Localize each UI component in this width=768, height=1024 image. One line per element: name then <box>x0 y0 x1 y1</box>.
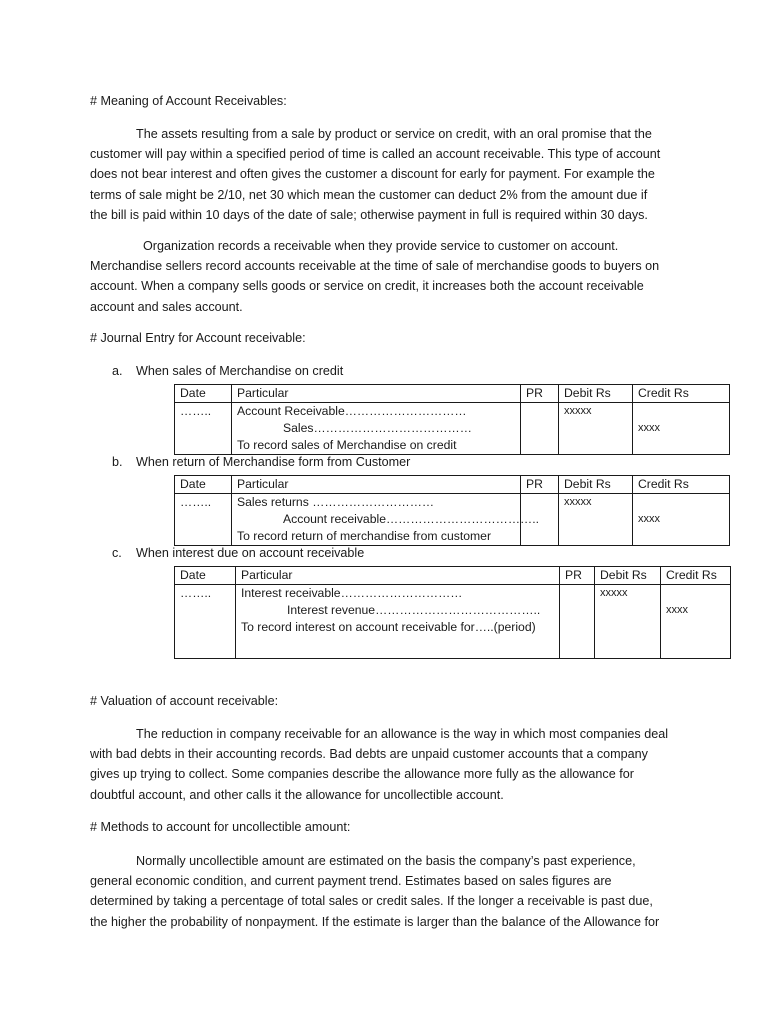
header-debit: Debit Rs <box>595 567 661 585</box>
header-date: Date <box>175 385 232 403</box>
header-date: Date <box>175 567 236 585</box>
credit-line: Interest revenue………………………………….. <box>287 603 541 617</box>
debit-line: Interest receivable………………………… <box>241 586 463 600</box>
debit-amount: xxxxx <box>564 405 592 417</box>
table-row <box>175 585 731 659</box>
paragraph-methods: Normally uncollectible amount are estimated on the basis the company’s past experience, general economic condition, and current payment trend. Estimates based on sales figures are determined by taking a percentage of total sales or credit sales. If the longer a receivable is past due, the higher the probability of nonpayment. If the estimate is larger than the balance of the Allowance for <box>90 854 660 929</box>
item-title: When interest due on account receivable <box>136 546 365 560</box>
debit-amount: xxxxx <box>600 587 628 599</box>
paragraph-meaning-1: The assets resulting from a sale by product or service on credit, with an oral promise that the customer will pay within a specified period of time is called an account receivable. This type of account does not bear interest and often gives the customer a discount for early for payment. For example the terms of sale might be 2/10, net 30 which mean the customer can deduct 2% from the amount due if the bill is paid within 10 days of the date of sale; otherwise payment in full is required within 30 days. <box>90 127 661 222</box>
journal-table-a <box>174 384 730 455</box>
journal-table-c <box>174 566 731 659</box>
credit-line: Account receivable……………………………….. <box>283 512 539 526</box>
narration: To record sales of Merchandise on credit <box>237 438 457 452</box>
item-marker: a. <box>112 364 123 378</box>
header-date: Date <box>175 476 232 494</box>
table-row <box>175 494 730 546</box>
entry-date: …….. <box>180 404 212 418</box>
table-header-row <box>175 567 731 585</box>
header-particular: Particular <box>232 476 521 494</box>
pr-cell <box>521 403 559 455</box>
item-marker: b. <box>112 455 123 469</box>
item-marker: c. <box>112 546 122 560</box>
item-title: When sales of Merchandise on credit <box>136 364 344 378</box>
table-header-row <box>175 385 730 403</box>
heading-journal: # Journal Entry for Account receivable: <box>90 331 306 345</box>
header-credit: Credit Rs <box>633 385 730 403</box>
narration: To record interest on account receivable for…..(period) <box>241 620 536 634</box>
header-pr: PR <box>521 476 559 494</box>
item-title: When return of Merchandise form from Customer <box>136 455 411 469</box>
credit-line: Sales………………………………… <box>283 421 472 435</box>
debit-amount: xxxxx <box>564 496 592 508</box>
credit-amount: xxxx <box>666 604 688 616</box>
header-credit: Credit Rs <box>633 476 730 494</box>
journal-item-a <box>112 364 343 378</box>
heading-methods: # Methods to account for uncollectible amount: <box>90 820 351 834</box>
credit-amount: xxxx <box>638 513 660 525</box>
journal-item-c <box>112 546 364 560</box>
entry-date: …….. <box>180 586 212 600</box>
header-debit: Debit Rs <box>559 385 633 403</box>
header-particular: Particular <box>236 567 560 585</box>
paragraph-valuation: The reduction in company receivable for an allowance is the way in which most companies deal with bad debts in their accounting records. Bad debts are unpaid customer accounts that a company gives up trying to collect. Some companies describe the allowance more fully as the allowance for doubtful account, and other calls it the allowance for uncollectible account. <box>90 727 669 802</box>
heading-valuation: # Valuation of account receivable: <box>90 694 279 708</box>
paragraph-meaning-2: Organization records a receivable when they provide service to customer on account. Merchandise sellers record accounts receivable at the time of sale of merchandise goods to buyers on account. When a company sells goods or service on credit, it increases both the account receivable account and sales account. <box>90 239 660 314</box>
table-row <box>175 403 730 455</box>
header-pr: PR <box>521 385 559 403</box>
pr-cell <box>560 585 595 659</box>
header-particular: Particular <box>232 385 521 403</box>
journal-item-b <box>112 455 410 469</box>
debit-line: Account Receivable………………………… <box>237 404 467 418</box>
header-credit: Credit Rs <box>661 567 731 585</box>
table-header-row <box>175 476 730 494</box>
narration: To record return of merchandise from customer <box>237 529 492 543</box>
heading-meaning: # Meaning of Account Receivables: <box>90 94 287 108</box>
credit-amount: xxxx <box>638 422 660 434</box>
header-pr: PR <box>560 567 595 585</box>
entry-date: …….. <box>180 495 212 509</box>
journal-table-b <box>174 475 730 546</box>
header-debit: Debit Rs <box>559 476 633 494</box>
debit-line: Sales returns ………………………… <box>237 495 435 509</box>
